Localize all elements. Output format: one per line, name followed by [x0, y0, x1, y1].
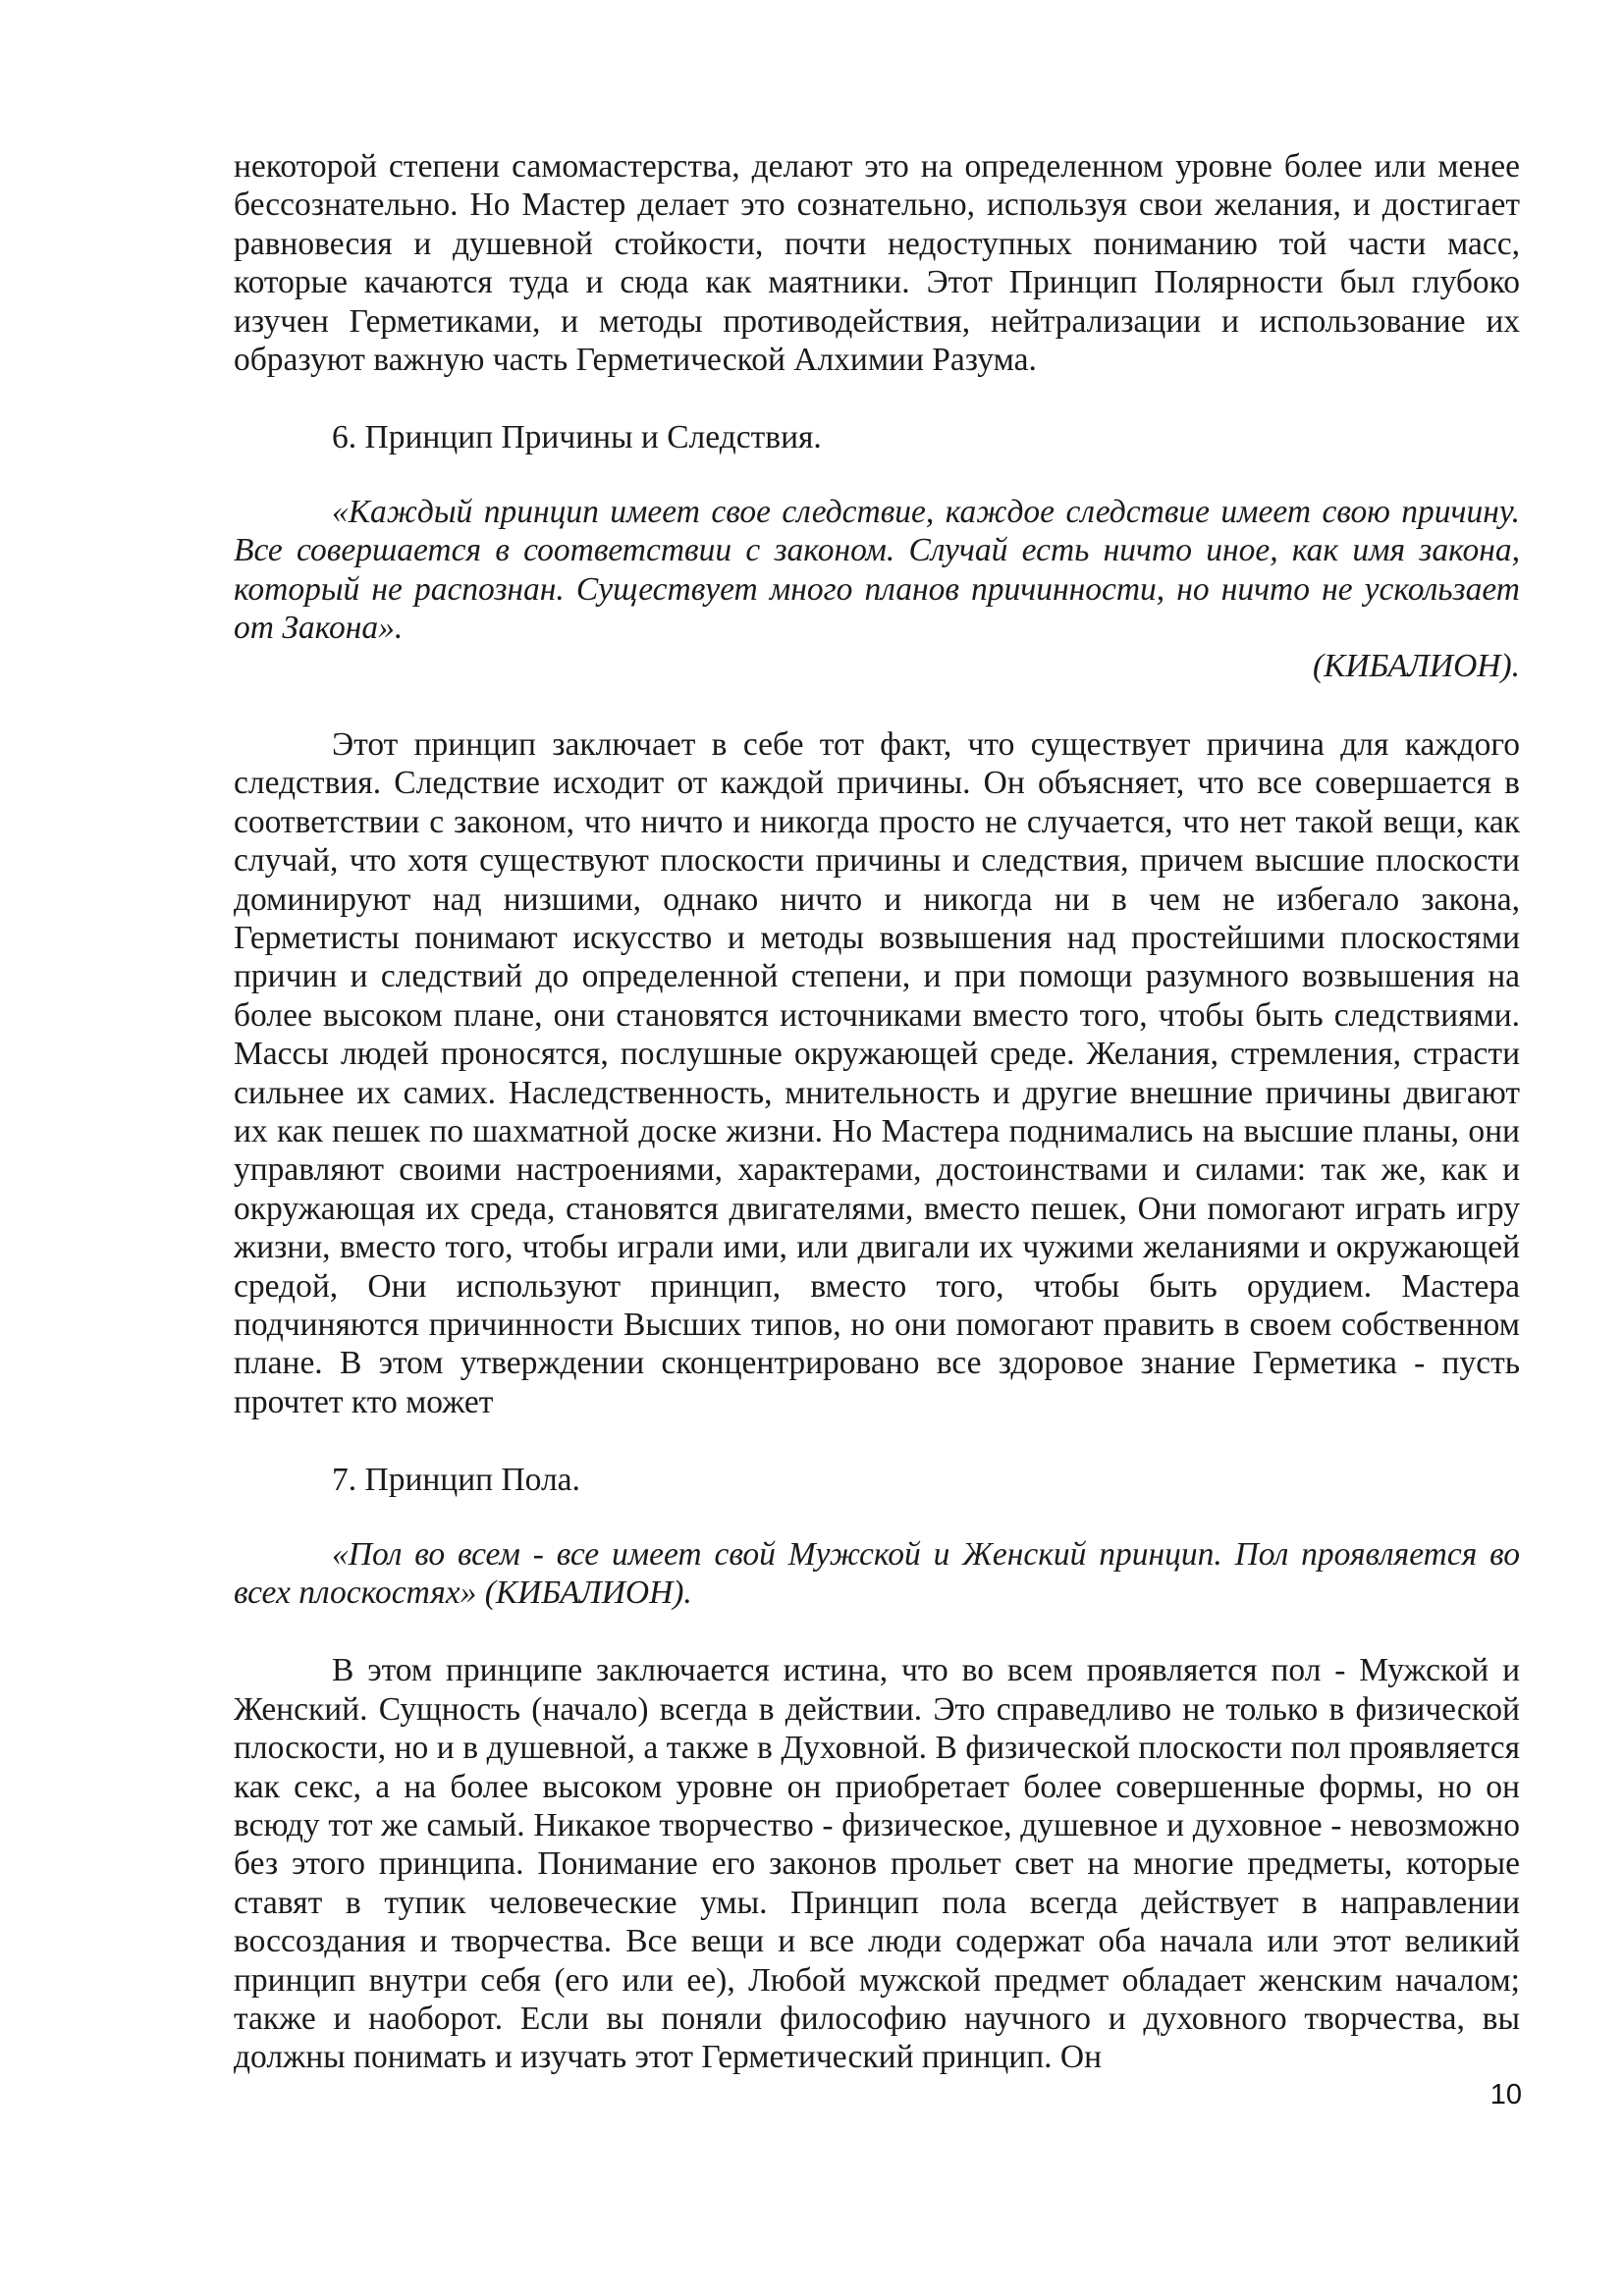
section-6-quote: «Каждый принцип имеет свое следствие, каждое следствие имеет свою причину. Все совершается в соответствии с законом. Случай есть ничто иное, как имя закона, который не распознан. Существует много планов причинности, но ничто не ускользает от Закона».: [234, 493, 1520, 647]
spacer: [234, 686, 1520, 725]
spacer: [234, 379, 1520, 418]
section-7-body: В этом принципе заключается истина, что во всем проявляется пол - Мужской и Женский. Сущность (начало) всегда в действии. Это справедливо не только в физической плоскости, но и в душевной, а также в Духовной. В физической плоскости пол проявляется как секс, а на более высоком уровне он приобретает более совершенные формы, но он всюду тот же самый. Никакое творчество - физическое, душевное и духовное - невозможно без этого принципа. Понимание его законов прольет свет на многие предметы, которые ставят в тупик человеческие умы. Принцип пола всегда действует в направлении воссоздания и творчества. Все вещи и все люди содержат оба начала или этот великий принцип внутри себя (его или ее), Любой мужской предмет обладает женским началом; также и наоборот. Если вы поняли философию научного и духовного творчества, вы должны понимать и изучать этот Герметический принцип. Он: [234, 1652, 1520, 2076]
page-number: 10: [1489, 2079, 1522, 2110]
section-6-quote-source: (КИБАЛИОН).: [1312, 648, 1520, 685]
section-7-heading: 7. Принцип Пола.: [332, 1462, 580, 1499]
spacer: [234, 1500, 1520, 1535]
spacer: [234, 1421, 1520, 1461]
section-7-quote: «Пол во всем - все имеет свой Мужской и Женский принцип. Пол проявляется во всех плоскостях» (КИБАЛИОН).: [234, 1535, 1520, 1611]
section-6-heading: 6. Принцип Причины и Следствия.: [332, 419, 822, 456]
paragraph-continuation: некоторой степени самомастерства, делают это на определенном уровне более или менее бессознательно. Но Мастер делает это сознательно, используя свои желания, и достигает равновесия и душевной стойкости, почти недоступных пониманию той части масс, которые качаются туда и сюда как маятники. Этот Принцип Полярности был глубоко изучен Герметиками, и методы противодействия, нейтрализации и использование их образуют важную часть Герметической Алхимии Разума.: [234, 148, 1520, 379]
document-page: [234, 147, 1520, 2077]
section-6-body: Этот принцип заключает в себе тот факт, что существует причина для каждого следствия. Следствие исходит от каждой причины. Он объясняет, что все совершается в соответствии с законом, что ничто и никогда просто не случается, что нет такой вещи, как случай, что хотя существуют плоскости причины и следствия, причем высшие плоскости доминируют над низшими, однако ничто и никогда ни в чем не избегало закона, Герметисты понимают искусство и методы возвышения над простейшими плоскостями причин и следствий до определенной степени, и при помощи разумного возвышения на более высоком плане, они становятся источниками вместо того, чтобы быть следствиями. Массы людей проносятся, послушные окружающей среде. Желания, стремления, страсти сильнее их самих. Наследственность, мнительность и другие внешние причины двигают их как пешек по шахматной доске жизни. Но Мастера поднимались на высшие планы, они управляют своими настроениями, характерами, достоинствами и силами: так же, как и окружающая их среда, становятся двигателями, вместо пешек, Они помогают играть игру жизни, вместо того, чтобы играли ими, или двигали их чужими желаниями и окружающей средой, Они используют принцип, вместо того, чтобы быть орудием. Мастера подчиняются причинности Высших типов, но они помогают править в своем собственном плане. В этом утверждении сконцентрировано все здоровое знание Герметика - пусть прочтет кто может: [234, 725, 1520, 1420]
spacer: [234, 1612, 1520, 1651]
spacer: [234, 457, 1520, 493]
